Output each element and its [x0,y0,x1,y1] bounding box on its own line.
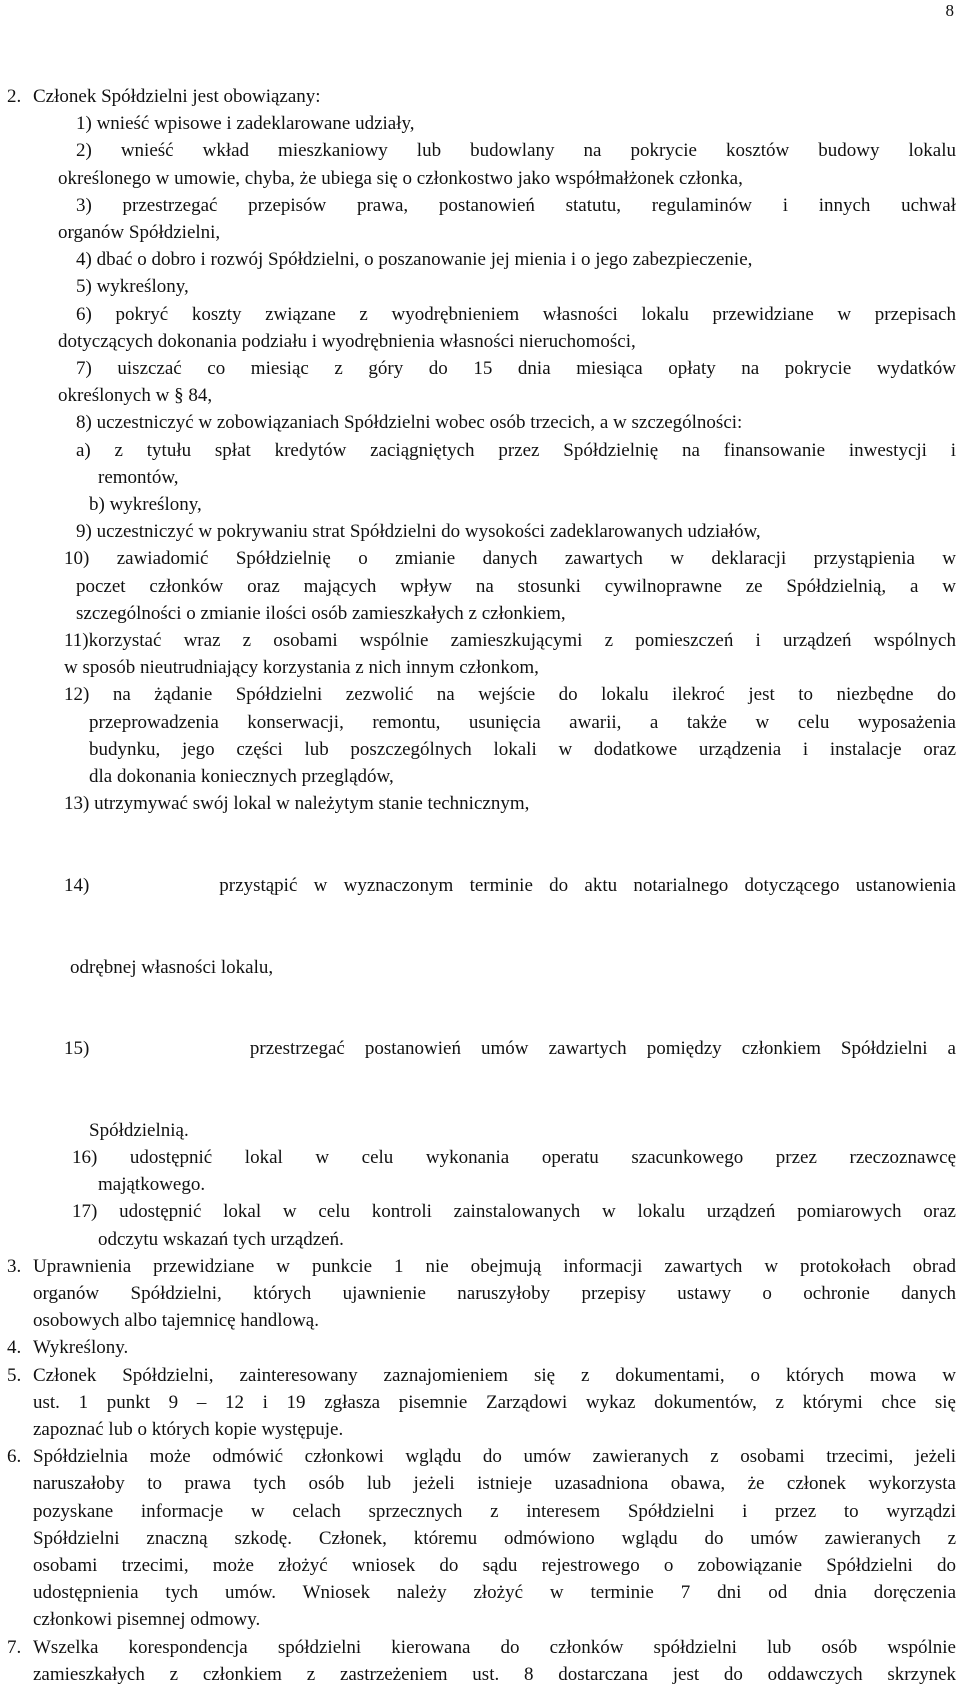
point-7 [0,1634,960,1688]
list-item-text: poczet członków oraz mających wpływ na stosunki cywilnoprawne ze Spółdzielnią, a w [76,575,956,597]
list-item-text: organów Spółdzielni, [58,222,221,244]
list-item-text: b) wykreślony, [89,494,202,516]
point-text: Spółdzielnia może odmówić członkowi wglądu do umów zawieranych z osobami trzecimi, jeżeli [33,1446,956,1468]
page-number: 8 [945,1,954,20]
point-2 [0,83,960,110]
list-item-12-cont [0,709,960,736]
list-item-text: szczególności o zmianie ilości osób zamieszkałych z członkiem, [76,602,566,624]
list-item-text: 9) uczestniczyć w pokrywaniu strat Spółdzielni do wysokości zadeklarowanych udziałów, [76,521,761,543]
list-item-text: 13) utrzymywać swój lokal w należytym stanie technicznym, [64,793,530,815]
list-item-text: w sposób nieutrudniający korzystania z nich innym członkom, [64,657,539,679]
list-item-17 [0,1198,960,1225]
list-item-text: 16) udostępnić lokal w celu wykonania operatu szacunkowego przez rzeczoznawcę [72,1146,956,1168]
list-item-8a-cont [0,464,960,491]
list-item-3-cont [0,219,960,246]
list-item-4 [0,246,960,273]
list-item-7 [0,355,960,382]
list-item-text: 17) udostępnić lokal w celu kontroli zainstalowanych w lokalu urządzeń pomiarowych oraz [72,1201,956,1223]
list-item-text: 14) przystąpić w wyznaczonym terminie do aktu notarialnego dotyczącego ustanowienia [64,874,956,896]
point-text: udostępnienia tych umów. Wniosek należy złożyć w terminie 7 dni od dnia doręczenia [33,1582,956,1604]
list-item-text: a) z tytułu spłat kredytów zaciągniętych przez Spółdzielnię na finansowanie inwestycji i [76,439,956,461]
point-3 [0,1253,960,1335]
list-item-10 [0,545,960,572]
point-text: naruszałoby to prawa tych osób lub jeżeli istnieje uzasadniona obawa, że członek wykorzysta [33,1473,956,1495]
point-text: Uprawnienia przewidziane w punkcie 1 nie obejmują informacji zawartych w protokołach obrad [33,1255,956,1277]
document-body [0,83,960,1688]
list-item-text: 3) przestrzegać przepisów prawa, postanowień statutu, regulaminów i innych uchwał [76,194,956,216]
list-item-12-cont2 [0,736,960,763]
list-item-10-cont2 [0,600,960,627]
list-item-text: Spółdzielnią. [89,1119,189,1141]
point-text: Wszelka korespondencja spółdzielni kierowana do członków spółdzielni lub osób wspólnie [33,1636,956,1658]
point-text: ust. 1 punkt 9 – 12 i 19 zgłasza pisemnie Zarządowi wykaz dokumentów, z którymi chce się [33,1391,956,1413]
list-item-15-cont [0,1117,960,1144]
list-item-text: dla dokonania koniecznych przeglądów, [89,766,394,788]
list-item-text: 8) uczestniczyć w zobowiązaniach Spółdzielni wobec osób trzecich, a w szczególności: [76,412,743,434]
list-item-9 [0,518,960,545]
point-text: osobami trzecimi, może złożyć wniosek do sądu rejestrowego o zobowiązanie Spółdzielni do [33,1554,956,1576]
list-item-text: 12) na żądanie Spółdzielni zezwolić na wejście do lokalu ilekroć jest to niezbędne do [64,684,956,706]
point-number: 4. [7,1337,22,1359]
point-text: Członek Spółdzielni jest obowiązany: [33,86,321,107]
list-item-text: 5) wykreślony, [76,276,189,298]
point-text: osobowych albo tajemnicę handlową. [33,1310,319,1332]
list-item-6 [0,301,960,328]
list-item-text: 15) przestrzegać postanowień umów zawartych pomiędzy członkiem Spółdzielni a [64,1038,956,1060]
list-item-12-cont3 [0,763,960,790]
list-item-3 [0,192,960,219]
list-item-text: odrębnej własności lokalu, [70,956,274,978]
list-item-7-cont [0,382,960,409]
list-item-2 [0,137,960,164]
point-text: członkowi pisemnej odmowy. [33,1609,261,1631]
list-item-text: określonych w § 84, [58,385,213,407]
list-item-8a [0,437,960,464]
list-item-16 [0,1144,960,1171]
list-item-8b [0,491,960,518]
list-item-text: 4) dbać o dobro i rozwój Spółdzielni, o poszanowanie jej mienia i o jego zabezpieczenie, [76,249,753,271]
list-item-text: 2) wnieść wkład mieszkaniowy lub budowlany na pokrycie kosztów budowy lokalu [76,140,956,162]
list-item-13 [0,790,960,817]
list-item-text: 10) zawiadomić Spółdzielnię o zmianie danych zawartych w deklaracji przystąpienia w [64,548,956,570]
list-item-text: 7) uiszczać co miesiąc z góry do 15 dnia miesiąca opłaty na pokrycie wydatków [76,358,956,380]
point-number: 7. [7,1636,22,1658]
list-item-text: budynku, jego części lub poszczególnych lokali w dodatkowe urządzenia i instalacje oraz [89,738,956,760]
list-item-text: przeprowadzenia konserwacji, remontu, usunięcia awarii, a także w celu wyposażenia [89,711,956,733]
list-item-11 [0,627,960,654]
point-text: Spółdzielni znaczną szkodę. Członek, któremu odmówiono wglądu do umów zawieranych z [33,1527,956,1549]
point-number: 2. [7,86,22,107]
list-item-17-cont [0,1226,960,1253]
point-text: Wykreślony. [33,1337,129,1359]
point-text: organów Spółdzielni, których ujawnienie naruszyłoby przepisy ustawy o ochronie danych [33,1282,956,1304]
list-item-16-cont [0,1171,960,1198]
point-number: 5. [7,1364,22,1386]
list-item-11-cont [0,654,960,681]
list-item-text: odczytu wskazań tych urządzeń. [98,1228,344,1250]
list-item-5 [0,273,960,300]
list-item-text: 1) wnieść wpisowe i zadeklarowane udziały, [76,113,415,135]
point-text: zamieszkałych z członkiem z zastrzeżeniem ust. 8 dostarczana jest do oddawczych skrzynek [33,1663,956,1685]
point-text: Członek Spółdzielni, zainteresowany zaznajomieniem się z dokumentami, o których mowa w [33,1364,956,1386]
point-5 [0,1362,960,1444]
list-item-14-cont [0,954,960,981]
list-item-6-cont [0,328,960,355]
list-item-text: majątkowego. [98,1174,206,1196]
point-text: pozyskane informacje w celach sprzecznych z interesem Spółdzielni i przez to wyrządzi [33,1500,956,1522]
list-item-10-cont [0,573,960,600]
point-number: 3. [7,1255,22,1277]
list-item-text: 6) pokryć koszty związane z wyodrębnieniem własności lokalu przewidziane w przepisach [76,303,956,325]
list-item-1 [0,110,960,137]
list-item-text: określonego w umowie, chyba, że ubiega się o członkostwo jako współmałżonek członka, [58,167,743,189]
list-item-12 [0,681,960,708]
list-item-2-cont [0,165,960,192]
list-item-8 [0,409,960,436]
point-6 [0,1443,960,1633]
point-4 [0,1334,960,1361]
point-number: 6. [7,1446,22,1468]
list-item-text: dotyczących dokonania podziału i wyodrębnienia własności nieruchomości, [58,330,636,352]
point-text: zapoznać lub o których kopie występuje. [33,1418,344,1440]
list-item-14 [0,817,960,953]
list-item-15 [0,981,960,1117]
list-item-text: remontów, [98,466,179,488]
list-item-text: 11)korzystać wraz z osobami wspólnie zamieszkującymi z pomieszczeń i urządzeń wspólnych [64,630,956,652]
